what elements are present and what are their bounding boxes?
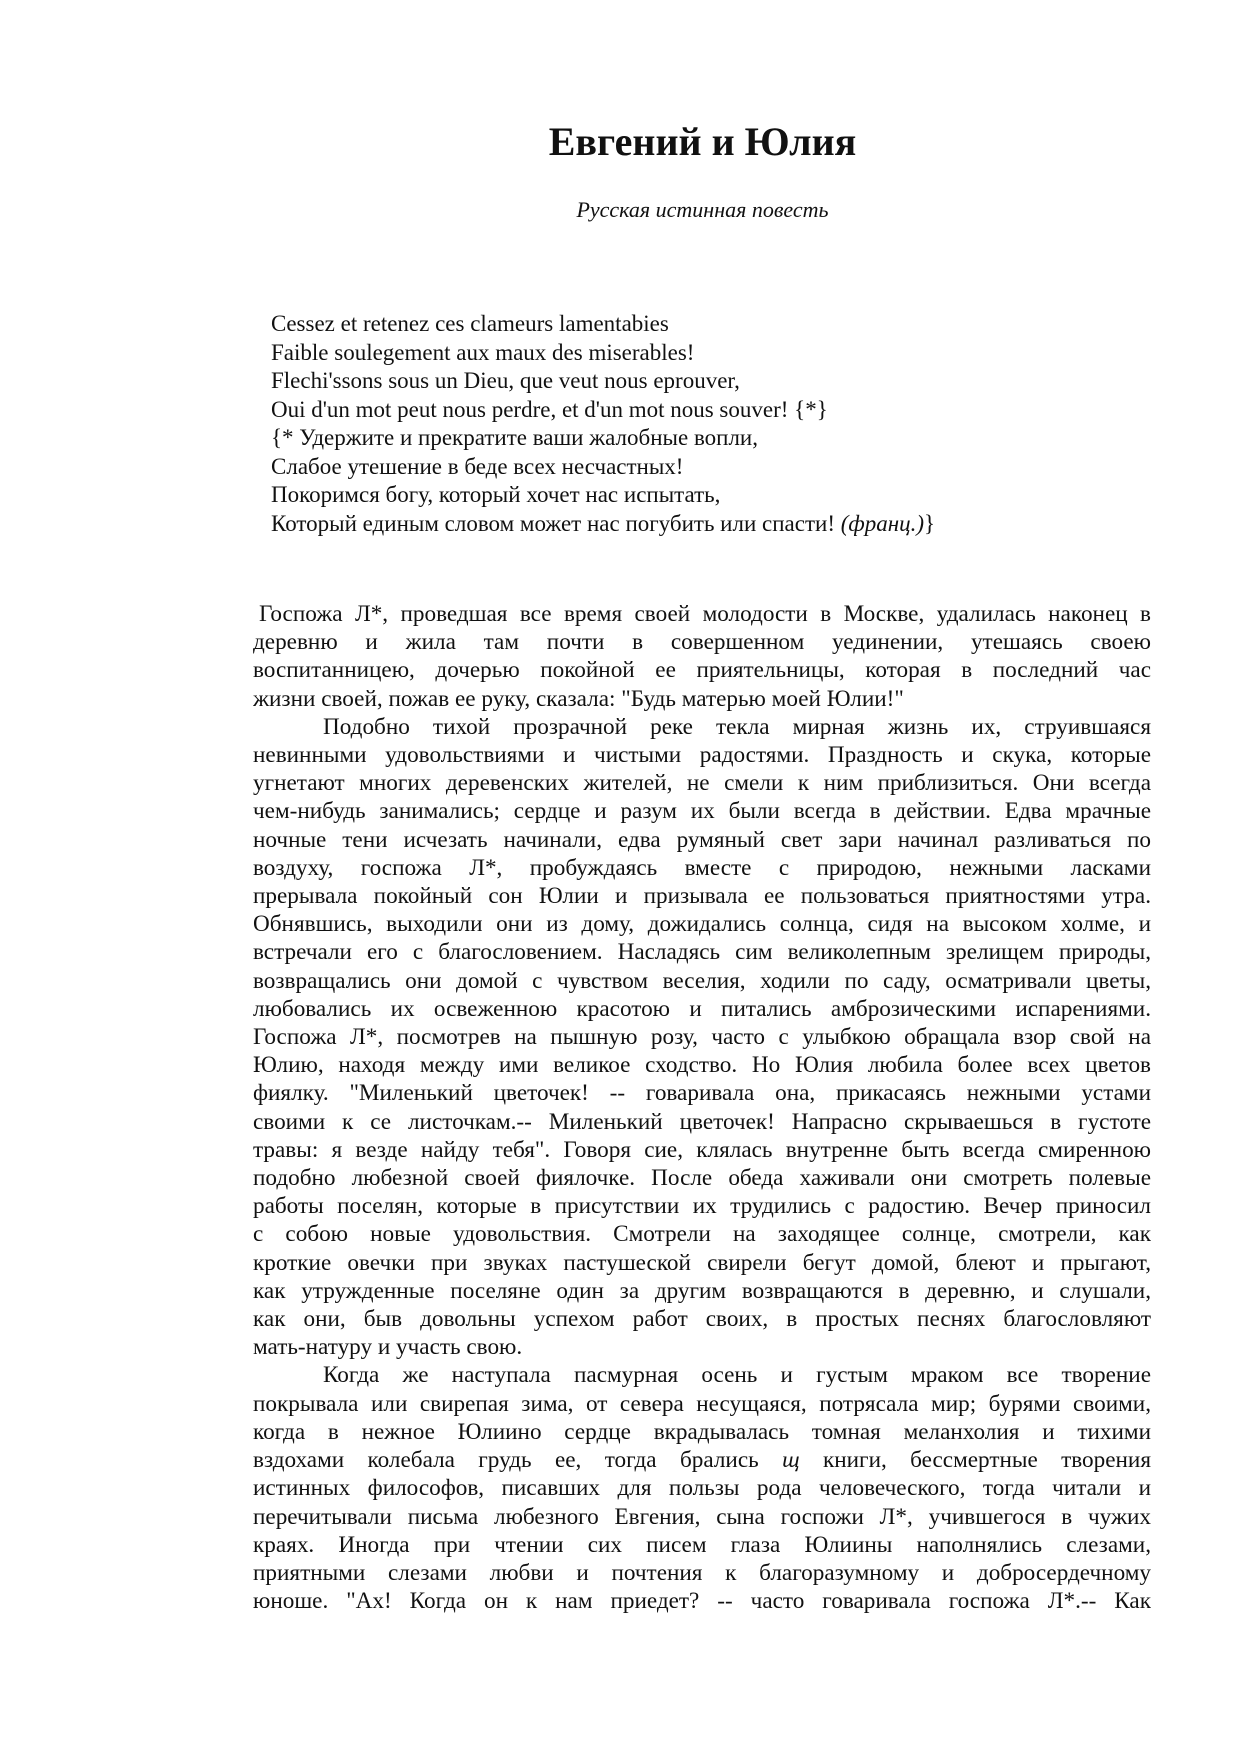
text-line: возвращались они домой с чувством веселия, ходили по саду, осматривали цветы, [253,967,1151,994]
text-line: Госпожа Л*, посмотрев на пышную розу, часто с улыбкою обращала взор свой на [253,1024,1151,1051]
epigraph-line: {* Удержите и прекратите ваши жалобные вопли, [271,425,758,450]
text-line: воздуху, госпожа Л*, пробуждаясь вместе с природою, нежными ласками [253,854,1151,881]
epigraph-line: Покоримся богу, который хочет нас испытать, [271,482,721,507]
text-line: любовались их освеженною красотою и питались амброзическими испарениями. [253,995,1151,1022]
text-line: кроткие овечки при звуках пастушеской свирели бегут домой, блеют и прыгают, [253,1249,1151,1276]
text-line: покрывала или свирепая зима, от севера несущаяся, потрясала мир; бурями своими, [253,1390,1151,1417]
paragraph-2 [253,713,1151,1362]
text-line: фиялку. "Миленький цветочек! -- говаривала она, прикасаясь нежными устами [253,1080,1151,1107]
text-line: как утружденные поселяне один за другим возвращаются в деревню, и слушали, [253,1277,1151,1304]
text-line: юноше. "Ах! Когда он к нам приедет? -- часто говаривала госпожа Л*.-- Как [253,1588,1151,1615]
epigraph-closing-brace: } [924,510,936,536]
text-line: как они, быв довольны успехом работ своих, в простых песнях благословляют [253,1306,1151,1333]
text-line: с собою новые удовольствия. Смотрели на заходящее солнце, смотрели, как [253,1221,1151,1248]
epigraph-language-note: (франц.) [840,510,925,536]
text-line: Госпожа Л*, проведшая все время своей молодости в Москве, удалилась наконец в [259,601,1151,627]
text-line: перечитывали письма любезного Евгения, сына госпожи Л*, учившегося в чужих [253,1503,1151,1530]
text-line: встречали его с благословением. Насладясь сим великолепным зрелищем природы, [253,939,1151,966]
epigraph-line: Faible soulegement aux maux des miserables! [271,339,695,365]
document-subtitle: Русская истинная повесть [576,197,829,222]
text-line: Подобно тихой прозрачной реке текла мирная жизнь их, струившаяся [323,713,1151,740]
text-line: невинными удовольствиями и чистыми радостями. Праздность и скука, которые [253,742,1151,769]
text-line: чем-нибудь занимались; сердце и разум их были всегда в действии. Едва мрачные [253,798,1151,825]
text-line: воспитанницею, дочерью покойной ее приятельницы, которая в последний час [253,657,1151,684]
text-line: ночные тени исчезать начинали, едва румяный свет зари начинал разливаться по [253,826,1151,853]
epigraph-line: Слабое утешение в беде всех несчастных! [271,453,684,479]
text-line: краях. Иногда при чтении сих писем глаза Юлиины наполнялись слезами, [253,1531,1151,1558]
text-line: жизни своей, пожав ее руку, сказала: "Будь матерью моей Юлии!" [253,685,904,712]
text-line: угнетают многих деревенских жителей, не смели к ним приблизиться. Они всегда [253,770,1151,797]
story-text [253,600,1151,1615]
epigraph-line-last [271,510,1171,539]
line-segment: вздохами колебала грудь ее, тогда брались [253,1447,759,1474]
epigraph-line: Cessez et retenez ces clameurs lamentabies [271,311,669,336]
paragraph-1 [253,600,1151,713]
text-line [253,1446,1151,1474]
text-line: работы поселян, которые в присутствии их трудились с радостию. Вечер приносил [253,1193,1151,1220]
text-line: своими к се листочкам.-- Миленький цветочек! Напрасно скрываешься в густоте [253,1108,1151,1135]
document-title: Евгений и Юлия [548,119,857,164]
text-line: когда в нежное Юлиино сердце вкрадывалась томная меланхолия и тихими [253,1418,1151,1445]
text-line: истинных философов, писавших для пользы рода человеческого, тогда читали и [253,1475,1151,1502]
epigraph-last-main: Который единым словом может нас погубить или спасти! [271,510,841,536]
line-segment: книги, бессмертные творения [822,1447,1151,1474]
epigraph [271,310,1171,538]
epigraph-line: Oui d'un mot peut nous perdre, et d'un mot nous souver! {*} [271,396,828,422]
text-line: Обнявшись, выходили они из дому, дожидались солнца, сидя на высоком холме, и [253,911,1151,938]
epigraph-line: Flechi'ssons sous un Dieu, que veut nous eprouver, [271,368,740,393]
text-line: травы: я везде найду тебя". Говоря сие, клялась внутренне быть всегда смиренною [253,1136,1151,1163]
italic-letter: щ [782,1447,800,1474]
text-line: прерывала покойный сон Юлии и призывала ее пользоваться приятностями утра. [253,883,1151,910]
text-line: приятными слезами любви и почтения к благоразумному и добросердечному [253,1559,1151,1586]
text-line: Когда же наступала пасмурная осень и густым мраком все творение [323,1362,1151,1389]
paragraph-3 [253,1361,1151,1615]
text-line: деревню и жила там почти в совершенном уединении, утешаясь своею [253,629,1151,656]
text-line: мать-натуру и участь свою. [253,1334,523,1361]
text-line: подобно любезной своей фиялочке. После обеда хаживали они смотреть полевые [253,1165,1151,1192]
text-line: Юлию, находя между ими великое сходство. Но Юлия любила более всех цветов [253,1052,1151,1079]
